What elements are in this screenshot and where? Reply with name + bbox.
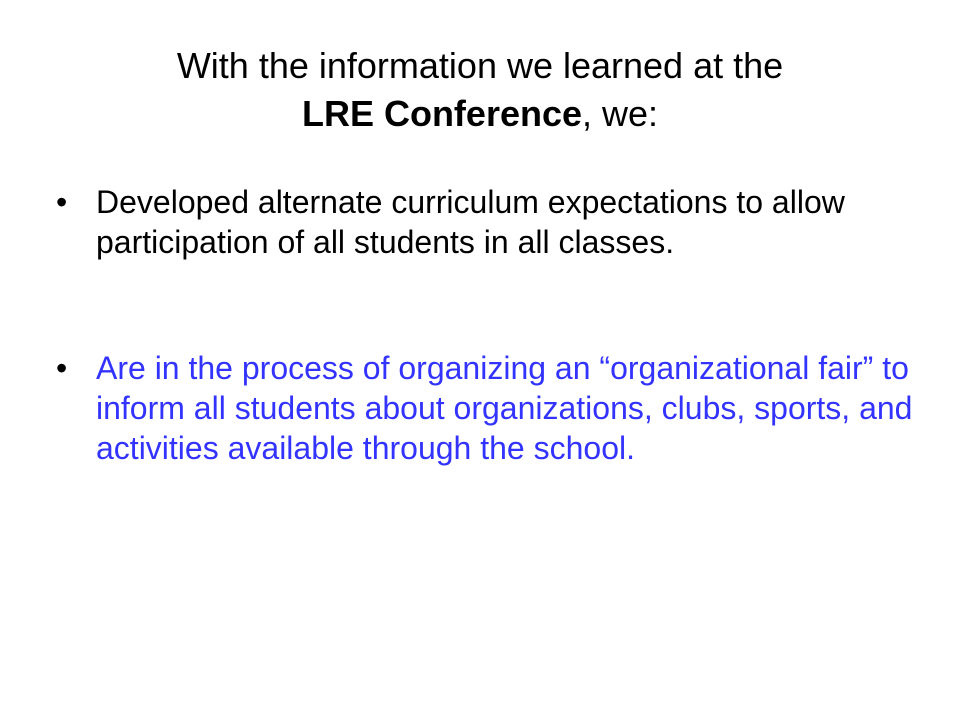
slide-title [0,42,960,138]
title-bold-text: LRE Conference [301,93,583,134]
bullet-marker-icon: • [56,350,68,386]
bullet-item [56,182,916,262]
title-line-1: With the information we learned at the [176,45,784,86]
title-rest-text: , we: [582,93,659,134]
bullet-list [56,182,916,468]
bullet-marker-icon: • [56,184,68,220]
bullet-text: Developed alternate curriculum expectations to allow participation of all students in all classes. [96,184,845,260]
title-line-2 [0,90,960,138]
bullet-text: Are in the process of organizing an “organizational fair” to inform all students about organizations, clubs, sports, and activities available through the school. [96,350,913,466]
bullet-item [56,348,916,468]
